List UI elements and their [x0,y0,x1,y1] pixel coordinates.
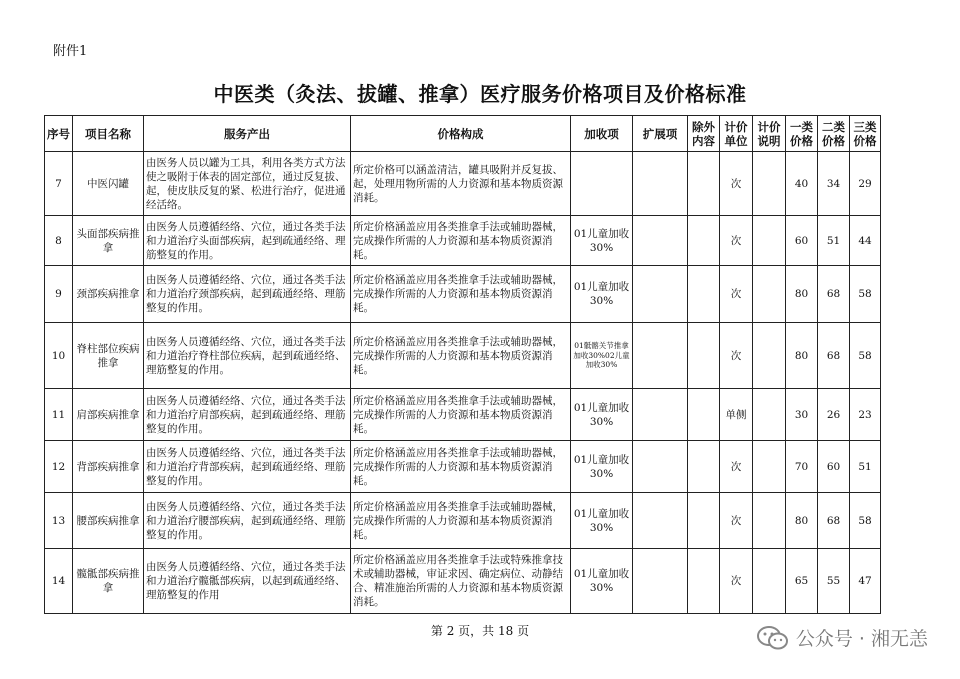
cell-name: 髋骶部疾病推拿 [73,549,144,614]
cell-price-class2: 60 [818,441,850,493]
price-table [44,115,881,614]
cell-composition: 所定价格涵盖应用各类推拿手法或辅助器械，完成操作所需的人力资源和基本物质资源消耗。 [351,493,571,549]
cell-name: 肩部疾病推拿 [73,389,144,441]
cell-exclusions [688,152,720,216]
cell-unit: 次 [720,152,753,216]
header-unit: 计价单位 [720,116,753,152]
cell-price-class3: 47 [850,549,881,614]
cell-service: 由医务人员遵循经络、穴位，通过各类手法和力道治疗腰部疾病，起到疏通经络、理筋整复的作用。 [144,493,351,549]
cell-exclusions [688,549,720,614]
cell-price-class2: 68 [818,493,850,549]
cell-extension [633,493,688,549]
cell-service: 由医务人员遵循经络、穴位，通过各类手法和力道治疗肩部疾病，起到疏通经络、理筋整复的作用。 [144,389,351,441]
cell-unit: 次 [720,216,753,266]
cell-unit: 次 [720,549,753,614]
cell-exclusions [688,493,720,549]
cell-price-class1: 60 [786,216,818,266]
cell-seq: 13 [45,493,73,549]
cell-extension [633,323,688,389]
watermark-text: 公众号 · 湘无恙 [795,628,928,650]
cell-seq: 11 [45,389,73,441]
cell-extension [633,152,688,216]
page-footer: 第 2 页，共 18 页 [430,624,530,638]
header-extension: 扩展项 [633,116,688,152]
header-class1-price: 一类价格 [786,116,818,152]
cell-extension [633,216,688,266]
header-name: 项目名称 [73,116,144,152]
cell-surcharge: 01儿童加收30% [571,493,633,549]
cell-unit: 次 [720,323,753,389]
cell-exclusions [688,266,720,323]
cell-name: 颈部疾病推拿 [73,266,144,323]
cell-composition: 所定价格涵盖应用各类推拿手法或辅助器械，完成操作所需的人力资源和基本物质资源消耗。 [351,266,571,323]
cell-service: 由医务人员遵循经络、穴位，通过各类手法和力道治疗背部疾病，起到疏通经络、理筋整复的作用。 [144,441,351,493]
cell-name: 头面部疾病推拿 [73,216,144,266]
cell-price-class1: 70 [786,441,818,493]
cell-price-class3: 58 [850,323,881,389]
cell-note [753,323,786,389]
cell-price-class2: 26 [818,389,850,441]
cell-price-class3: 23 [850,389,881,441]
cell-service: 由医务人员遵循经络、穴位，通过各类手法和力道治疗髋骶部疾病，以起到疏通经络、理筋整复的作用 [144,549,351,614]
cell-seq: 8 [45,216,73,266]
cell-note [753,266,786,323]
cell-name: 腰部疾病推拿 [73,493,144,549]
header-service-output: 服务产出 [144,116,351,152]
cell-price-class2: 68 [818,266,850,323]
table-row [45,549,881,614]
cell-seq: 9 [45,266,73,323]
wechat-icon [756,625,790,651]
cell-extension [633,549,688,614]
cell-service: 由医务人员遵循经络、穴位，通过各类手法和力道治疗头面部疾病，起到疏通经络、理筋整复的作用。 [144,216,351,266]
cell-unit: 次 [720,266,753,323]
cell-unit: 单侧 [720,389,753,441]
cell-price-class3: 29 [850,152,881,216]
cell-extension [633,389,688,441]
header-seq: 序号 [45,116,73,152]
cell-seq: 12 [45,441,73,493]
cell-exclusions [688,216,720,266]
cell-note [753,216,786,266]
cell-unit: 次 [720,493,753,549]
cell-price-class2: 55 [818,549,850,614]
cell-surcharge [571,152,633,216]
cell-composition: 所定价格涵盖应用各类推拿手法或特殊推拿技术或辅助器械，审证求因、确定病位、动静结合、精准施治所需的人力资源和基本物质资源消耗。 [351,549,571,614]
table-row [45,389,881,441]
cell-surcharge: 01儿童加收30% [571,266,633,323]
cell-note [753,441,786,493]
cell-price-class2: 68 [818,323,850,389]
cell-exclusions [688,441,720,493]
cell-price-class1: 80 [786,323,818,389]
cell-extension [633,266,688,323]
cell-surcharge: 01儿童加收30% [571,441,633,493]
cell-price-class1: 30 [786,389,818,441]
page-title: 中医类（灸法、拔罐、推拿）医疗服务价格项目及价格标准 [213,82,747,106]
cell-service: 由医务人员遵循经络、穴位，通过各类手法和力道治疗脊柱部位疾病，起到疏通经络、理筋整复的作用。 [144,323,351,389]
cell-price-class3: 58 [850,266,881,323]
table-row [45,216,881,266]
table-row [45,441,881,493]
cell-price-class1: 40 [786,152,818,216]
cell-name: 背部疾病推拿 [73,441,144,493]
table-row [45,152,881,216]
cell-price-class1: 65 [786,549,818,614]
cell-exclusions [688,389,720,441]
header-row [45,116,881,152]
cell-composition: 所定价格可以涵盖清洁，罐具吸附并反复拔、起，处理用物所需的人力资源和基本物质资源消耗。 [351,152,571,216]
cell-composition: 所定价格涵盖应用各类推拿手法或辅助器械，完成操作所需的人力资源和基本物质资源消耗。 [351,441,571,493]
cell-price-class1: 80 [786,266,818,323]
cell-service: 由医务人员遵循经络、穴位，通过各类手法和力道治疗颈部疾病，起到疏通经络、理筋整复的作用。 [144,266,351,323]
cell-price-class2: 51 [818,216,850,266]
cell-name: 脊柱部位疾病推拿 [73,323,144,389]
header-exclusions: 除外内容 [688,116,720,152]
cell-surcharge: 01儿童加收30% [571,549,633,614]
cell-note [753,549,786,614]
table-row [45,266,881,323]
cell-composition: 所定价格涵盖应用各类推拿手法或辅助器械，完成操作所需的人力资源和基本物质资源消耗。 [351,323,571,389]
cell-note [753,152,786,216]
cell-price-class3: 58 [850,493,881,549]
annex-label: 附件1 [53,44,88,59]
header-surcharge: 加收项 [571,116,633,152]
cell-seq: 14 [45,549,73,614]
table-row [45,323,881,389]
cell-surcharge: 01儿童加收30% [571,216,633,266]
cell-extension [633,441,688,493]
cell-composition: 所定价格涵盖应用各类推拿手法或辅助器械，完成操作所需的人力资源和基本物质资源消耗。 [351,216,571,266]
watermark [756,624,928,651]
cell-service: 由医务人员以罐为工具，利用各类方式方法使之吸附于体表的固定部位，通过反复拔、起，使皮肤反复的紧、松进行治疗，促进通经活络。 [144,152,351,216]
cell-price-class3: 44 [850,216,881,266]
cell-exclusions [688,323,720,389]
header-class3-price: 三类价格 [850,116,881,152]
cell-price-class3: 51 [850,441,881,493]
cell-note [753,389,786,441]
table-row [45,493,881,549]
cell-surcharge: 01儿童加收30% [571,389,633,441]
header-note: 计价说明 [753,116,786,152]
cell-price-class1: 80 [786,493,818,549]
cell-note [753,493,786,549]
cell-surcharge: 01骶髂关节推拿加收30%02儿童加收30% [571,323,633,389]
header-price-composition: 价格构成 [351,116,571,152]
cell-composition: 所定价格涵盖应用各类推拿手法或辅助器械，完成操作所需的人力资源和基本物质资源消耗。 [351,389,571,441]
cell-name: 中医闪罐 [73,152,144,216]
cell-seq: 7 [45,152,73,216]
cell-seq: 10 [45,323,73,389]
header-class2-price: 二类价格 [818,116,850,152]
cell-unit: 次 [720,441,753,493]
cell-price-class2: 34 [818,152,850,216]
